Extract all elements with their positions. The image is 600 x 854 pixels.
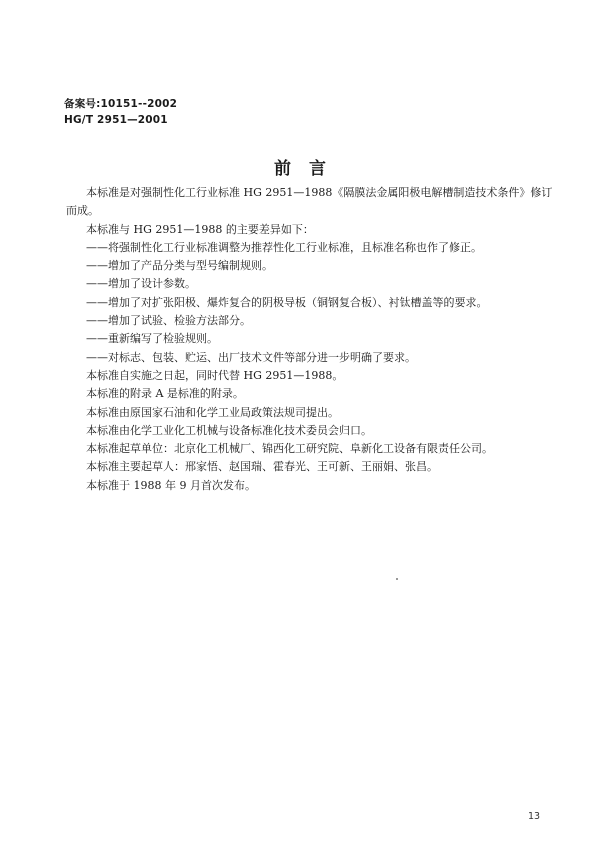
paragraph: 本标准自实施之日起，同时代替 HG 2951—1988。 [86,368,344,382]
paragraph-continuation: 而成。 [66,204,99,218]
paragraph: 本标准主要起草人：邢家悟、赵国瑞、霍春光、王可新、王丽娟、张昌。 [86,460,438,474]
paragraph: 本标准的附录 A 是标准的附录。 [86,387,244,401]
list-item: ——重新编写了检验规则。 [86,332,218,346]
list-item: ——增加了试验、检验方法部分。 [86,314,251,328]
paragraph: 本标准是对强制性化工行业标准 HG 2951—1988《隔膜法金属阳极电解槽制造技术条件》修订 [86,186,553,199]
foreword-body [66,184,553,495]
list-item: ——增加了设计参数。 [86,277,196,291]
list-item: ——增加了产品分类与型号编制规则。 [86,259,273,273]
list-item: ——对标志、包装、贮运、出厂技术文件等部分进一步明确了要求。 [86,350,416,364]
page-title: 前言 [274,159,344,179]
document-header [64,96,177,128]
paragraph: 本标准与 HG 2951—1988 的主要差异如下： [86,222,314,236]
standard-number: HG/T 2951—2001 [64,114,168,126]
paragraph: 本标准由化学工业化工机械与设备标准化技术委员会归口。 [86,423,372,437]
record-number: 备案号:10151--2002 [64,98,178,110]
page-number: 13 [528,811,541,822]
paragraph: 本标准由原国家石油和化学工业局政策法规司提出。 [86,405,339,419]
paragraph: 本标准起草单位：北京化工机械厂、锦西化工研究院、阜新化工设备有限责任公司。 [86,442,493,456]
list-item: ——将强制性化工行业标准调整为推荐性化工行业标准，且标准名称也作了修正。 [86,240,482,254]
scan-speck [396,578,398,580]
list-item: ——增加了对扩张阳极、爆炸复合的阴极导板（铜钢复合板）、衬钛槽盖等的要求。 [86,295,488,309]
paragraph: 本标准于 1988 年 9 月首次发布。 [86,478,256,492]
